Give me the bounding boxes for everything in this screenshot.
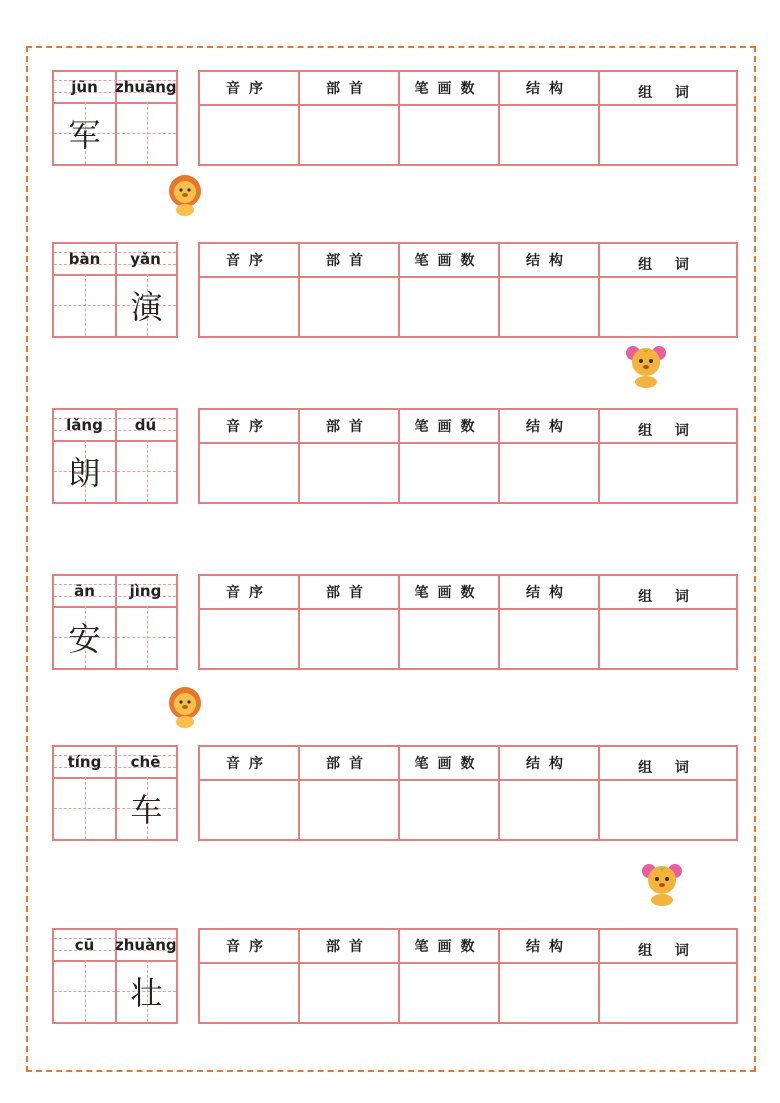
answer-bihuashu[interactable] (400, 964, 500, 1022)
answer-bushou[interactable] (300, 106, 400, 164)
header-bihuashu: 笔画数 (400, 244, 500, 278)
hanzi-2: 壮 (130, 974, 163, 1012)
info-table (198, 408, 738, 504)
answer-bushou[interactable] (300, 278, 400, 336)
answer-zuci[interactable] (600, 964, 736, 1022)
pinyin-1: tíng (67, 753, 102, 771)
hanzi-1 (54, 274, 115, 336)
header-jiegou: 结构 (500, 930, 600, 964)
practice-row (0, 928, 780, 1024)
header-bihuashu: 笔画数 (400, 930, 500, 964)
header-zuci: 组 词 (600, 747, 736, 781)
answer-yinxu[interactable] (200, 106, 300, 164)
practice-row (0, 574, 780, 670)
pinyin-1: lǎng (66, 416, 103, 434)
answer-bushou[interactable] (300, 964, 400, 1022)
header-bushou: 部首 (300, 576, 400, 610)
header-zuci: 组 词 (600, 244, 736, 278)
header-yinxu: 音序 (200, 244, 300, 278)
answer-bihuashu[interactable] (400, 278, 500, 336)
header-bushou: 部首 (300, 930, 400, 964)
header-bushou: 部首 (300, 410, 400, 444)
bear-icon (640, 862, 684, 906)
header-bihuashu: 笔画数 (400, 410, 500, 444)
hanzi-1 (54, 777, 115, 839)
header-jiegou: 结构 (500, 72, 600, 106)
pinyin-1: jūn (71, 78, 98, 96)
header-yinxu: 音序 (200, 72, 300, 106)
header-zuci: 组 词 (600, 72, 736, 106)
practice-row (0, 242, 780, 338)
hanzi-2 (117, 102, 176, 164)
header-bihuashu: 笔画数 (400, 747, 500, 781)
hanzi-2 (117, 606, 176, 668)
pinyin-1: bàn (68, 250, 101, 268)
header-zuci: 组 词 (600, 410, 736, 444)
hanzi-1: 军 (68, 116, 101, 154)
answer-zuci[interactable] (600, 278, 736, 336)
tianzige-box (52, 242, 178, 338)
hanzi-2 (117, 440, 176, 502)
answer-bushou[interactable] (300, 781, 400, 839)
pinyin-2: yǎn (130, 250, 161, 268)
header-bushou: 部首 (300, 244, 400, 278)
answer-yinxu[interactable] (200, 444, 300, 502)
hanzi-1: 朗 (68, 454, 101, 492)
answer-bushou[interactable] (300, 610, 400, 668)
tianzige-box (52, 745, 178, 841)
header-zuci: 组 词 (600, 930, 736, 964)
header-jiegou: 结构 (500, 410, 600, 444)
pinyin-1: ān (74, 582, 95, 600)
answer-bushou[interactable] (300, 444, 400, 502)
practice-row (0, 408, 780, 504)
answer-jiegou[interactable] (500, 610, 600, 668)
answer-yinxu[interactable] (200, 964, 300, 1022)
answer-bihuashu[interactable] (400, 444, 500, 502)
answer-jiegou[interactable] (500, 444, 600, 502)
answer-zuci[interactable] (600, 106, 736, 164)
header-jiegou: 结构 (500, 576, 600, 610)
header-yinxu: 音序 (200, 576, 300, 610)
practice-row (0, 745, 780, 841)
answer-zuci[interactable] (600, 781, 736, 839)
hanzi-1: 安 (68, 620, 101, 658)
header-bushou: 部首 (300, 747, 400, 781)
header-yinxu: 音序 (200, 747, 300, 781)
pinyin-line (54, 576, 176, 608)
answer-zuci[interactable] (600, 444, 736, 502)
info-table (198, 574, 738, 670)
hanzi-1 (54, 960, 115, 1022)
answer-jiegou[interactable] (500, 106, 600, 164)
header-zuci: 组 词 (600, 576, 736, 610)
lion-icon (166, 686, 204, 728)
info-table (198, 745, 738, 841)
pinyin-2: dú (134, 416, 157, 434)
tianzige-box (52, 928, 178, 1024)
hanzi-2: 演 (130, 288, 163, 326)
answer-jiegou[interactable] (500, 781, 600, 839)
pinyin-2: jìng (129, 582, 162, 600)
answer-bihuashu[interactable] (400, 610, 500, 668)
answer-zuci[interactable] (600, 610, 736, 668)
practice-row (0, 70, 780, 166)
header-jiegou: 结构 (500, 244, 600, 278)
hanzi-2: 车 (130, 791, 163, 829)
pinyin-2: chē (130, 753, 161, 771)
pinyin-2: zhuàng (115, 936, 177, 954)
header-jiegou: 结构 (500, 747, 600, 781)
answer-bihuashu[interactable] (400, 106, 500, 164)
pinyin-line (54, 410, 176, 442)
header-bihuashu: 笔画数 (400, 576, 500, 610)
bear-icon (624, 344, 668, 388)
info-table (198, 242, 738, 338)
pinyin-line (54, 930, 176, 962)
lion-icon (166, 174, 204, 216)
answer-jiegou[interactable] (500, 278, 600, 336)
header-bushou: 部首 (300, 72, 400, 106)
header-yinxu: 音序 (200, 930, 300, 964)
info-table (198, 928, 738, 1024)
tianzige-box (52, 574, 178, 670)
answer-yinxu[interactable] (200, 278, 300, 336)
tianzige-box (52, 408, 178, 504)
header-bihuashu: 笔画数 (400, 72, 500, 106)
answer-jiegou[interactable] (500, 964, 600, 1022)
answer-bihuashu[interactable] (400, 781, 500, 839)
info-table (198, 70, 738, 166)
header-yinxu: 音序 (200, 410, 300, 444)
answer-yinxu[interactable] (200, 610, 300, 668)
pinyin-line (54, 747, 176, 779)
pinyin-2: zhuāng (115, 78, 177, 96)
answer-yinxu[interactable] (200, 781, 300, 839)
tianzige-box (52, 70, 178, 166)
pinyin-line (54, 72, 176, 104)
page-border (26, 46, 756, 1072)
pinyin-line (54, 244, 176, 276)
pinyin-1: cū (74, 936, 95, 954)
